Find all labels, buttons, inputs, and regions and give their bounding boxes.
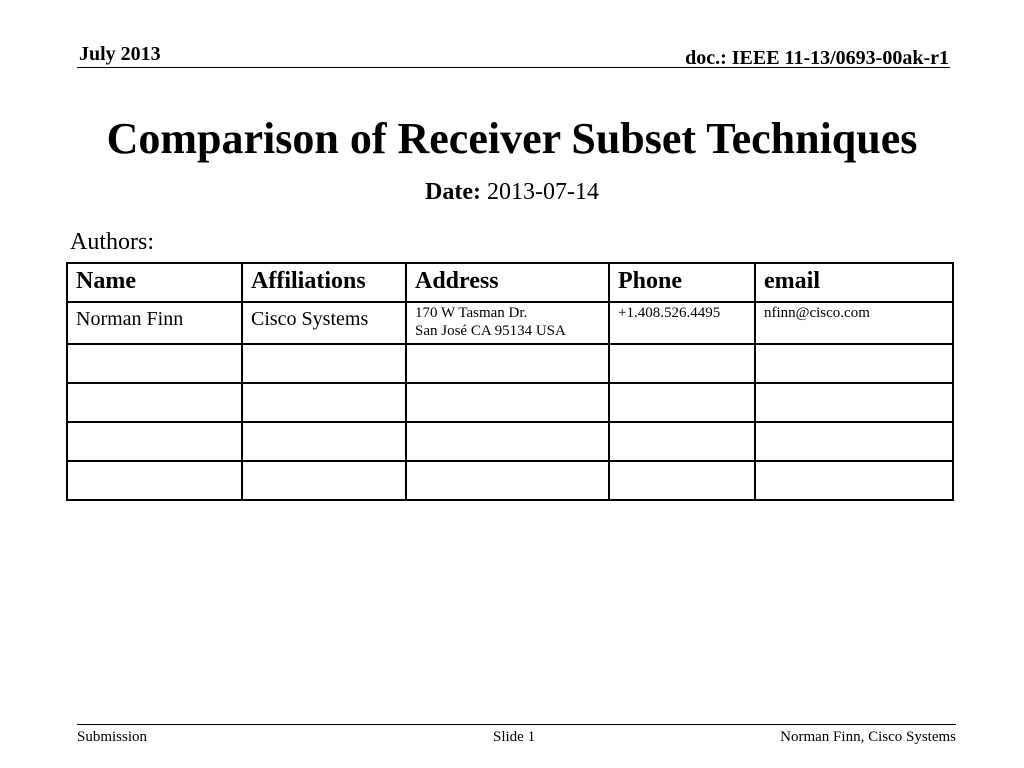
table-row-empty <box>67 383 953 422</box>
footer-author: Norman Finn, Cisco Systems <box>780 729 956 745</box>
author-email: nfinn@cisco.com <box>755 302 953 344</box>
empty-cell <box>406 422 609 461</box>
column-header-name: Name <box>67 263 242 302</box>
address-line-1: 170 W Tasman Dr. <box>415 305 528 321</box>
header-rule <box>77 67 950 68</box>
empty-cell <box>755 344 953 383</box>
empty-cell <box>67 422 242 461</box>
empty-cell <box>406 383 609 422</box>
table-row-empty <box>67 344 953 383</box>
footer-slide-number: Slide 1 <box>493 729 536 745</box>
author-address <box>406 302 609 344</box>
empty-cell <box>242 422 406 461</box>
empty-cell <box>242 461 406 500</box>
authors-label: Authors: <box>70 229 154 255</box>
empty-cell <box>609 422 755 461</box>
column-header-affiliations: Affiliations <box>242 263 406 302</box>
authors-table <box>66 262 954 501</box>
footer-submission: Submission <box>77 729 148 745</box>
date-value: 2013-07-14 <box>486 179 599 205</box>
empty-cell <box>609 344 755 383</box>
empty-cell <box>242 383 406 422</box>
empty-cell <box>755 461 953 500</box>
table-header-row <box>67 263 953 302</box>
author-name: Norman Finn <box>67 302 242 344</box>
date-line <box>0 177 1024 207</box>
table-row-empty <box>67 461 953 500</box>
column-header-phone: Phone <box>609 263 755 302</box>
empty-cell <box>406 461 609 500</box>
column-header-address: Address <box>406 263 609 302</box>
empty-cell <box>755 422 953 461</box>
empty-cell <box>67 344 242 383</box>
author-affiliation: Cisco Systems <box>242 302 406 344</box>
address-line-2: San José CA 95134 USA <box>415 323 566 339</box>
empty-cell <box>242 344 406 383</box>
table-row-empty <box>67 422 953 461</box>
date-label: Date: <box>425 179 481 205</box>
empty-cell <box>67 383 242 422</box>
empty-cell <box>755 383 953 422</box>
author-phone: +1.408.526.4495 <box>609 302 755 344</box>
slide-title: Comparison of Receiver Subset Techniques <box>106 114 918 163</box>
header-date: July 2013 <box>79 43 161 65</box>
empty-cell <box>609 461 755 500</box>
empty-cell <box>406 344 609 383</box>
table-row <box>67 302 953 344</box>
empty-cell <box>67 461 242 500</box>
header-doc-id: doc.: IEEE 11-13/0693-00ak-r1 <box>685 47 949 69</box>
empty-cell <box>609 383 755 422</box>
column-header-email: email <box>755 263 953 302</box>
footer-rule <box>77 724 956 725</box>
